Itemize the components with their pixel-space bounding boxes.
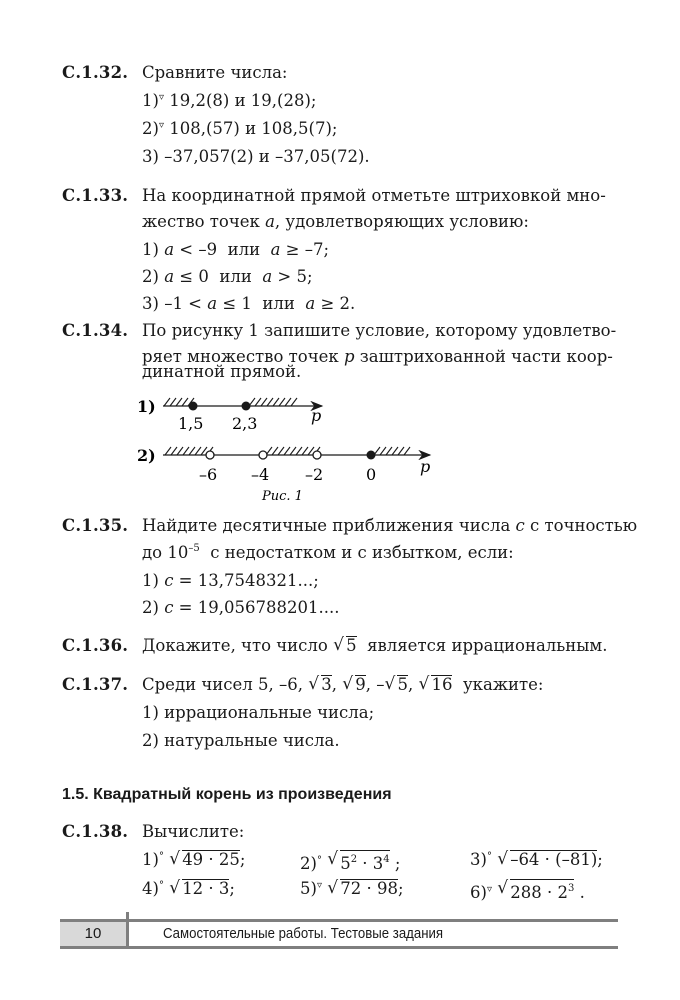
text: является иррациональным. — [356, 636, 608, 655]
exercise-c134-line-3: динатной прямой. — [142, 362, 302, 381]
exercise-c135-item-1 — [142, 571, 319, 590]
separator: , — [331, 675, 343, 694]
exercise-c133-item-1 — [142, 240, 329, 259]
exercise-c138-item-2 — [300, 850, 400, 873]
separator: , — [407, 675, 419, 694]
item-number: 3) — [142, 147, 159, 166]
item-number: 1) — [142, 850, 159, 869]
exponent: 3 — [567, 883, 575, 894]
variable: a — [265, 212, 275, 231]
square-root — [333, 636, 357, 655]
tick-label: –6 — [199, 465, 218, 484]
square-root — [169, 879, 229, 898]
exercise-c138-item-3 — [470, 850, 603, 869]
number-line-1 — [163, 398, 322, 433]
variable: a — [207, 294, 218, 313]
hatch-stroke — [171, 447, 177, 455]
page-number: 10 — [84, 925, 102, 942]
radical-sign-icon: √ — [169, 849, 181, 869]
circle-mark-icon: ° — [316, 855, 322, 866]
hatch-stroke — [392, 447, 398, 455]
text: ряет множество точек — [142, 347, 344, 366]
text: Докажите, что число — [142, 636, 334, 655]
hatch-stroke — [176, 398, 182, 406]
hatch-stroke — [380, 447, 386, 455]
hatching-segment — [374, 447, 410, 455]
exercise-c135-line-2 — [142, 543, 514, 562]
punctuation: ; — [389, 854, 401, 873]
tick-label: 2,3 — [232, 414, 258, 433]
hatching-right — [249, 398, 297, 406]
variable: a — [305, 294, 316, 313]
number-line-1-label: 1) — [137, 397, 156, 416]
axis-label: p — [420, 457, 431, 476]
hatch-stroke — [261, 398, 267, 406]
square-root — [497, 879, 574, 902]
variable: a — [270, 240, 281, 259]
radical-sign-icon: √ — [327, 849, 339, 869]
hatch-stroke — [273, 398, 279, 406]
item-number: 3) — [142, 294, 165, 313]
square-root — [308, 675, 332, 694]
axis-label: p — [311, 406, 322, 425]
text: ≤ 0 или — [174, 267, 263, 286]
hatch-stroke — [302, 447, 308, 455]
item-number: 2) — [142, 119, 159, 138]
figure-caption: Рис. 1 — [262, 489, 303, 504]
exercise-label-c137: С.1.37. — [62, 675, 129, 694]
hatch-stroke — [404, 447, 410, 455]
exercise-c132-item-3 — [142, 147, 370, 166]
radical-sign-icon: √ — [384, 674, 396, 694]
text: Найдите десятичные приближения числа — [142, 516, 516, 535]
running-footer-title: Самостоятельные работы. Тестовые задания — [163, 925, 444, 942]
exercise-label-c135: С.1.35. — [62, 516, 129, 535]
item-text: 108,(57) и 108,5(7); — [163, 119, 338, 138]
square-root — [327, 879, 398, 898]
triangle-mark-icon: ▿ — [158, 120, 164, 131]
item-number: 6) — [470, 883, 487, 902]
hatch-stroke — [183, 447, 189, 455]
exercise-c138-item-5 — [300, 879, 404, 898]
open-point — [313, 451, 321, 459]
hatch-stroke — [255, 398, 261, 406]
text: с точностью — [524, 516, 638, 535]
square-root — [418, 675, 452, 694]
item-number: 3) — [470, 850, 487, 869]
radical-sign-icon: √ — [333, 635, 344, 655]
hatch-stroke — [296, 447, 302, 455]
hatch-stroke — [165, 447, 171, 455]
triangle-mark-icon: ▿ — [158, 92, 164, 103]
exercise-c138-item-4 — [142, 879, 235, 898]
text: ≥ 2. — [315, 294, 356, 313]
item-number: 1) — [142, 571, 165, 590]
base: 5 — [340, 854, 351, 873]
hatch-stroke — [386, 447, 392, 455]
item-text: 19,2(8) и 19,(28); — [163, 91, 317, 110]
filled-point — [189, 402, 198, 411]
text: ≥ –7; — [280, 240, 330, 259]
hatch-stroke — [285, 398, 291, 406]
punctuation: ; — [597, 850, 603, 869]
exercise-c133-item-3 — [142, 294, 355, 313]
triangle-mark-icon: ▿ — [316, 880, 322, 891]
item-number: 5) — [300, 879, 317, 898]
hatch-stroke — [182, 398, 188, 406]
exercise-c138-item-6 — [470, 879, 585, 902]
exercise-label-c136: С.1.36. — [62, 636, 129, 655]
filled-point — [367, 451, 376, 460]
radicand — [340, 850, 389, 873]
item-number: 2) — [300, 854, 317, 873]
circle-mark-icon: ° — [158, 851, 164, 862]
tick-label: 1,5 — [178, 414, 204, 433]
radical-sign-icon: √ — [308, 674, 320, 694]
circle-mark-icon: ° — [158, 880, 164, 891]
square-root — [342, 675, 366, 694]
square-root — [497, 850, 597, 869]
tick-label: –2 — [305, 465, 324, 484]
hatch-stroke — [279, 398, 285, 406]
exercise-c135-item-2 — [142, 598, 339, 617]
radicand: –64 · (–81) — [510, 850, 598, 869]
exponent: 2 — [350, 854, 358, 865]
hatch-stroke — [398, 447, 404, 455]
item-number: 4) — [142, 879, 159, 898]
exercise-c135-line-1 — [142, 516, 637, 535]
hatch-stroke — [278, 447, 284, 455]
radical-sign-icon: √ — [169, 878, 181, 898]
hatch-stroke — [290, 447, 296, 455]
exercise-c132-item-2 — [142, 119, 337, 138]
exercise-label-c138: С.1.38. — [62, 822, 129, 841]
radicand: 12 · 3 — [182, 879, 230, 898]
variable: c — [515, 516, 525, 535]
number: 5, –6, — [258, 675, 309, 694]
open-point — [259, 451, 267, 459]
figure-number-lines — [0, 385, 680, 510]
hatching-segment — [266, 447, 320, 455]
square-root — [384, 675, 408, 694]
square-root — [327, 850, 389, 873]
radicand: 5 — [346, 636, 357, 655]
power-base: 10 — [167, 543, 189, 562]
text: заштрихованной части коор- — [354, 347, 613, 366]
exercise-c133-item-2 — [142, 267, 313, 286]
separator: , – — [365, 675, 385, 694]
item-number: 1) — [142, 91, 159, 110]
exercise-c138-title: Вычислите: — [142, 822, 245, 841]
base: · 3 — [357, 854, 384, 873]
hatch-stroke — [272, 447, 278, 455]
hatch-stroke — [189, 447, 195, 455]
text: до — [142, 543, 168, 562]
exercise-c134-line-1: По рисунку 1 запишите условие, которому удовлетво- — [142, 321, 617, 340]
text: укажите: — [452, 675, 544, 694]
exponent: 4 — [383, 854, 390, 865]
variable: a — [164, 240, 175, 259]
radical-sign-icon: √ — [497, 878, 509, 898]
text: –1 < — [164, 294, 208, 313]
exercise-c132-item-1 — [142, 91, 316, 110]
radicand: 9 — [355, 675, 366, 694]
text: = 19,056788201.... — [173, 598, 340, 617]
exercise-label-c134: С.1.34. — [62, 321, 129, 340]
hatch-stroke — [291, 398, 297, 406]
variable: c — [164, 571, 174, 590]
item-number: 2) — [142, 598, 165, 617]
punctuation: ; — [239, 850, 246, 869]
hatch-stroke — [195, 447, 201, 455]
text: < –9 или — [174, 240, 271, 259]
variable: c — [164, 598, 174, 617]
circle-mark-icon: ° — [486, 851, 492, 862]
item-number: 1) — [142, 240, 165, 259]
variable: p — [343, 347, 355, 366]
number-line-2 — [163, 447, 430, 484]
exercise-label-c133: С.1.33. — [62, 186, 129, 205]
exercise-c133-line-2 — [142, 212, 529, 231]
section-heading: 1.5. Квадратный корень из произведения — [62, 786, 392, 803]
item-number: 2) — [142, 267, 165, 286]
text: жество точек — [142, 212, 266, 231]
exercise-c137-item-1: 1) иррациональные числа; — [142, 703, 375, 722]
hatch-stroke — [177, 447, 183, 455]
variable: a — [164, 267, 175, 286]
text: с недостатком и с избытком, если: — [199, 543, 514, 562]
hatch-stroke — [267, 398, 273, 406]
text: > 5; — [272, 267, 313, 286]
footer-divider — [126, 912, 129, 949]
number-line-2-label: 2) — [137, 446, 156, 465]
punctuation: ; — [397, 879, 404, 898]
hatch-stroke — [170, 398, 176, 406]
exercise-c132-title: Сравните числа: — [142, 63, 288, 82]
triangle-mark-icon: ▿ — [486, 884, 492, 895]
exercise-c137-item-2: 2) натуральные числа. — [142, 731, 340, 750]
radicand — [510, 879, 574, 902]
radical-sign-icon: √ — [497, 849, 509, 869]
exercise-c137-text — [142, 675, 543, 694]
text: ≤ 1 или — [217, 294, 306, 313]
text: Среди чисел — [142, 675, 258, 694]
square-root — [169, 850, 240, 869]
radical-sign-icon: √ — [418, 674, 430, 694]
punctuation: ; — [229, 879, 235, 898]
tick-label: 0 — [366, 465, 377, 484]
exercise-label-c132: С.1.32. — [62, 63, 129, 82]
hatch-stroke — [164, 398, 170, 406]
text: = 13,7548321...; — [173, 571, 319, 590]
radicand: 49 · 25 — [182, 850, 240, 869]
footer-top-rule — [60, 919, 618, 922]
footer-bottom-rule — [60, 946, 618, 949]
exercise-c133-line-1: На координатной прямой отметьте штриховкой мно- — [142, 186, 606, 205]
open-point — [206, 451, 214, 459]
tick-label: –4 — [251, 465, 270, 484]
exercise-c136-text — [142, 636, 607, 655]
hatch-stroke — [284, 447, 290, 455]
radical-sign-icon: √ — [327, 878, 339, 898]
radicand: 3 — [321, 675, 332, 694]
radical-sign-icon: √ — [342, 674, 354, 694]
text: , удовлетворяющих условию: — [274, 212, 529, 231]
filled-point — [242, 402, 251, 411]
power-exponent: –5 — [188, 543, 200, 554]
radicand: 5 — [397, 675, 408, 694]
item-text: –37,057(2) и –37,05(72). — [158, 147, 370, 166]
base: 288 · 2 — [510, 883, 568, 902]
exercise-c138-item-1 — [142, 850, 245, 869]
variable: a — [262, 267, 273, 286]
radicand: 72 · 98 — [340, 879, 398, 898]
radicand: 16 — [431, 675, 453, 694]
punctuation: . — [574, 883, 585, 902]
